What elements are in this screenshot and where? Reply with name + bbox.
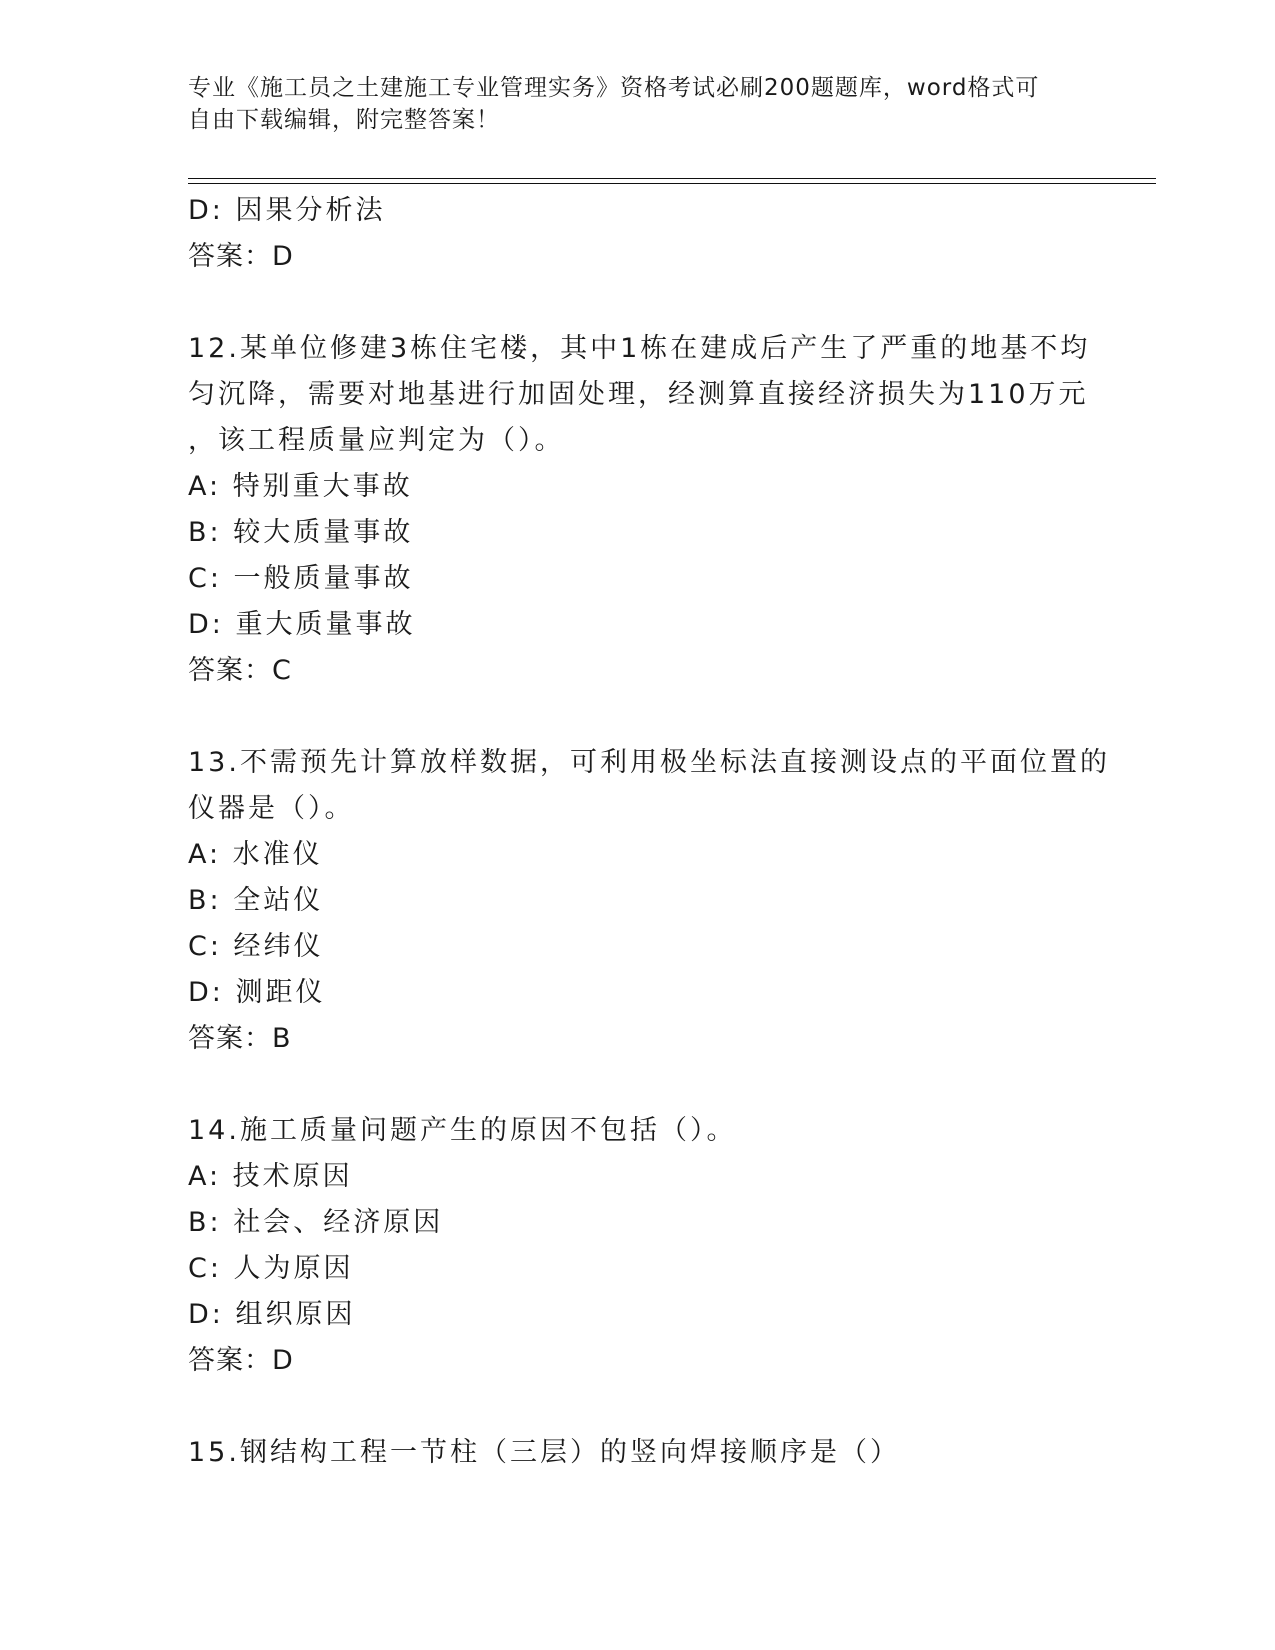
spacer xyxy=(188,1384,1088,1430)
question-stem: 仪器是（）。 xyxy=(188,793,355,824)
question-stem: 12.某单位修建3栋住宅楼，其中1栋在建成后产生了严重的地基不均 xyxy=(188,333,1091,364)
header-title-line-2: 自由下载编辑，附完整答案！ xyxy=(188,107,500,133)
option-c: C: 人为原因 xyxy=(188,1253,354,1284)
spacer xyxy=(188,1062,1088,1108)
option-c: C: 一般质量事故 xyxy=(188,563,414,594)
option-b: B: 较大质量事故 xyxy=(188,517,414,548)
page-header xyxy=(188,72,1068,136)
question-stem: 13.不需预先计算放样数据，可利用极坐标法直接测设点的平面位置的 xyxy=(188,747,1110,778)
option-d: D: 测距仪 xyxy=(188,977,326,1008)
spacer xyxy=(188,280,1088,326)
header-divider xyxy=(188,178,1156,184)
question-12 xyxy=(188,326,1091,694)
question-14 xyxy=(188,1108,1088,1384)
answer-line: 答案：B xyxy=(188,1023,292,1054)
question-list xyxy=(188,188,1110,1476)
option-a: A: 特别重大事故 xyxy=(188,471,413,502)
option-a: A: 水准仪 xyxy=(188,839,323,870)
question-stem: 14.施工质量问题产生的原因不包括（）。 xyxy=(188,1115,737,1146)
option-b: B: 全站仪 xyxy=(188,885,324,916)
option-b: B: 社会、经济原因 xyxy=(188,1207,444,1238)
option-d: D: 重大质量事故 xyxy=(188,609,416,640)
answer-line: 答案：D xyxy=(188,241,294,272)
header-title-line-1: 专业《施工员之土建施工专业管理实务》资格考试必刷200题题库，word格式可 xyxy=(188,75,1040,101)
option-d: D: 组织原因 xyxy=(188,1299,356,1330)
question-15 xyxy=(188,1430,1088,1476)
spacer xyxy=(188,694,1088,740)
option-a: A: 技术原因 xyxy=(188,1161,353,1192)
option-d: D: 因果分析法 xyxy=(188,195,386,226)
option-c: C: 经纬仪 xyxy=(188,931,324,962)
question-stem: ，该工程质量应判定为（）。 xyxy=(188,425,565,456)
question-13 xyxy=(188,740,1110,1062)
question-stem: 匀沉降，需要对地基进行加固处理，经测算直接经济损失为110万元 xyxy=(188,379,1089,410)
answer-line: 答案：C xyxy=(188,655,292,686)
previous-question-tail xyxy=(188,188,1088,280)
answer-line: 答案：D xyxy=(188,1345,294,1376)
question-stem: 15.钢结构工程一节柱（三层）的竖向焊接顺序是（） xyxy=(188,1437,900,1468)
